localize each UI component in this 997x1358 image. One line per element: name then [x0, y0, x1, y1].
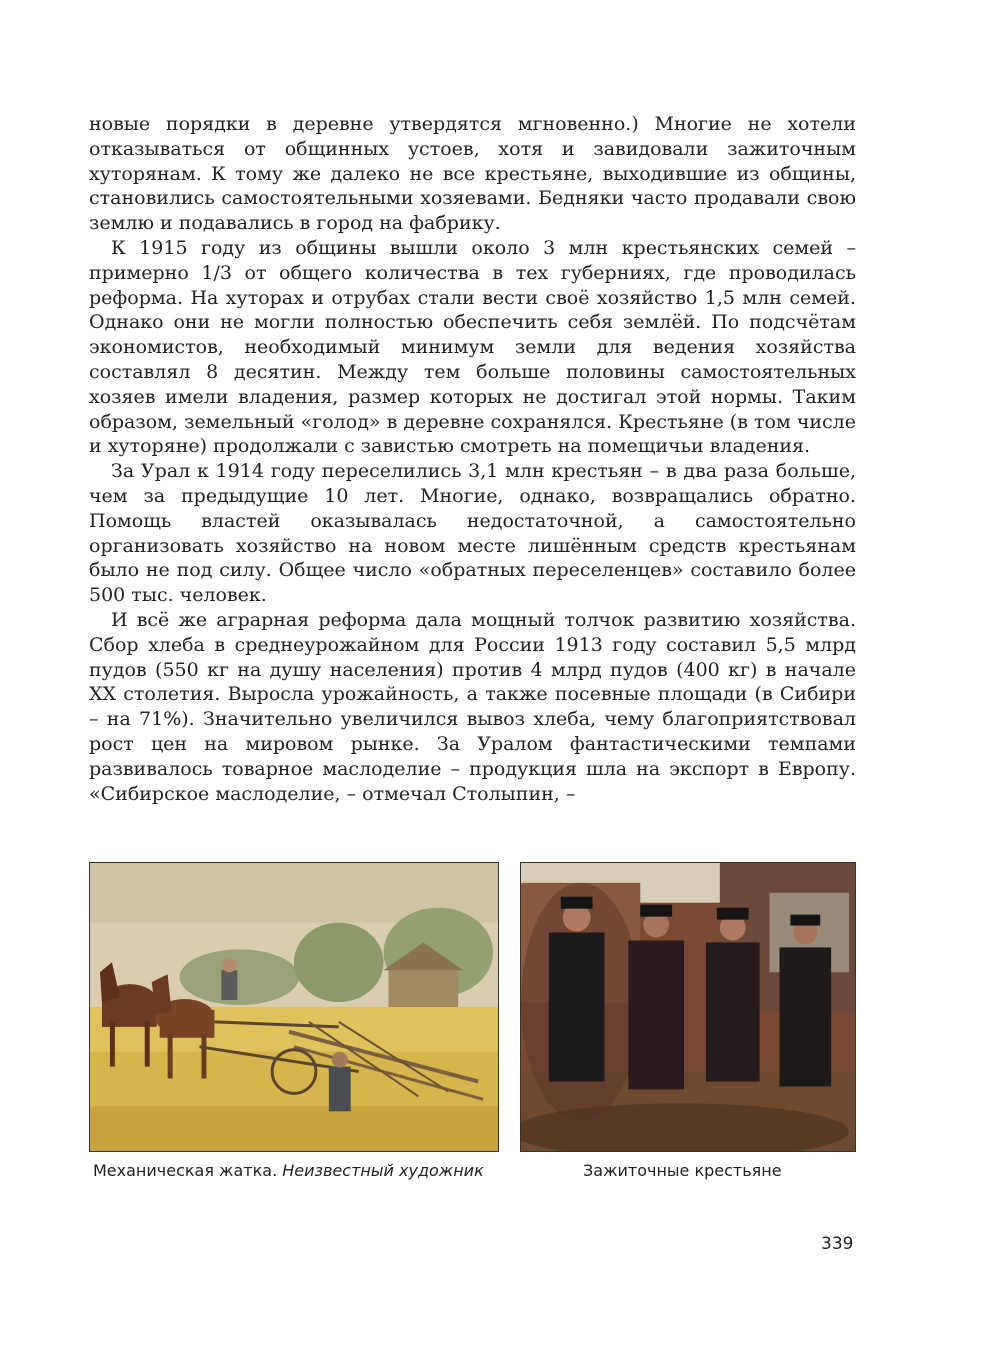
page-number: 339: [821, 1234, 854, 1254]
peasants-caption: Зажиточные крестьяне: [583, 1161, 782, 1180]
peasants-photo: [520, 862, 856, 1152]
peasants-photo-illustration: [521, 863, 855, 1151]
reaper-caption-title: Механическая жатка.: [93, 1161, 278, 1180]
reaper-caption-author: Неизвестный художник: [282, 1161, 484, 1180]
reaper-caption: [93, 1161, 484, 1180]
paragraph: И всё же аграрная реформа дала мощный толчок развитию хозяйства. Сбор хлеба в среднеурожайном для России 1913 году составил 5,5 млрд пудов (550 кг на душу населения) против 4 млрд пудов (400 кг) в начале XX столетия. Выросла урожайность, а также посевные площади (в Сибири – на 71%). Значительно увеличился вывоз хлеба, чему благоприятствовал рост цен на мировом рынке. За Уралом фантастическими темпами развивалось товарное маслоделие – продукция шла на экспорт в Европу. «Сибирское маслоделие, – отмечал Столыпин, –: [89, 608, 856, 805]
reaper-painting: [89, 862, 499, 1152]
paragraph: К 1915 году из общины вышли около 3 млн крестьянских семей – примерно 1/3 от общего количества в тех губерниях, где проводилась реформа. На хуторах и отрубах стали вести своё хозяйство 1,5 млн семей. Однако они не могли полностью обеспечить себя землёй. По подсчётам экономистов, необходимый минимум земли для ведения хозяйства составлял 8 десятин. Между тем больше половины самостоятельных хозяев имели владения, размер которых не достигал этой нормы. Таким образом, земельный «голод» в деревне сохранялся. Крестьяне (в том числе и хуторяне) продолжали с завистью смотреть на помещичьи владения.: [89, 236, 856, 458]
paragraph: новые порядки в деревне утвердятся мгновенно.) Многие не хотели отказываться от общинных устоев, хотя и завидовали зажиточным хуторянам. К тому же далеко не все крестьяне, выходившие из общины, становились самостоятельными хозяевами. Бедняки часто продавали свою землю и подавались в город на фабрику.: [89, 113, 856, 235]
body-text: [89, 112, 856, 806]
reaper-painting-illustration: [90, 863, 498, 1151]
paragraph: За Урал к 1914 году переселились 3,1 млн крестьян – в два раза больше, чем за предыдущие 10 лет. Многие, однако, возвращались обратно. Помощь властей оказывалась недостаточной, а самостоятельно организовать хозяйство на новом месте лишённым средств крестьянам было не под силу. Общее число «обратных переселенцев» составило более 500 тыс. человек.: [89, 460, 856, 607]
